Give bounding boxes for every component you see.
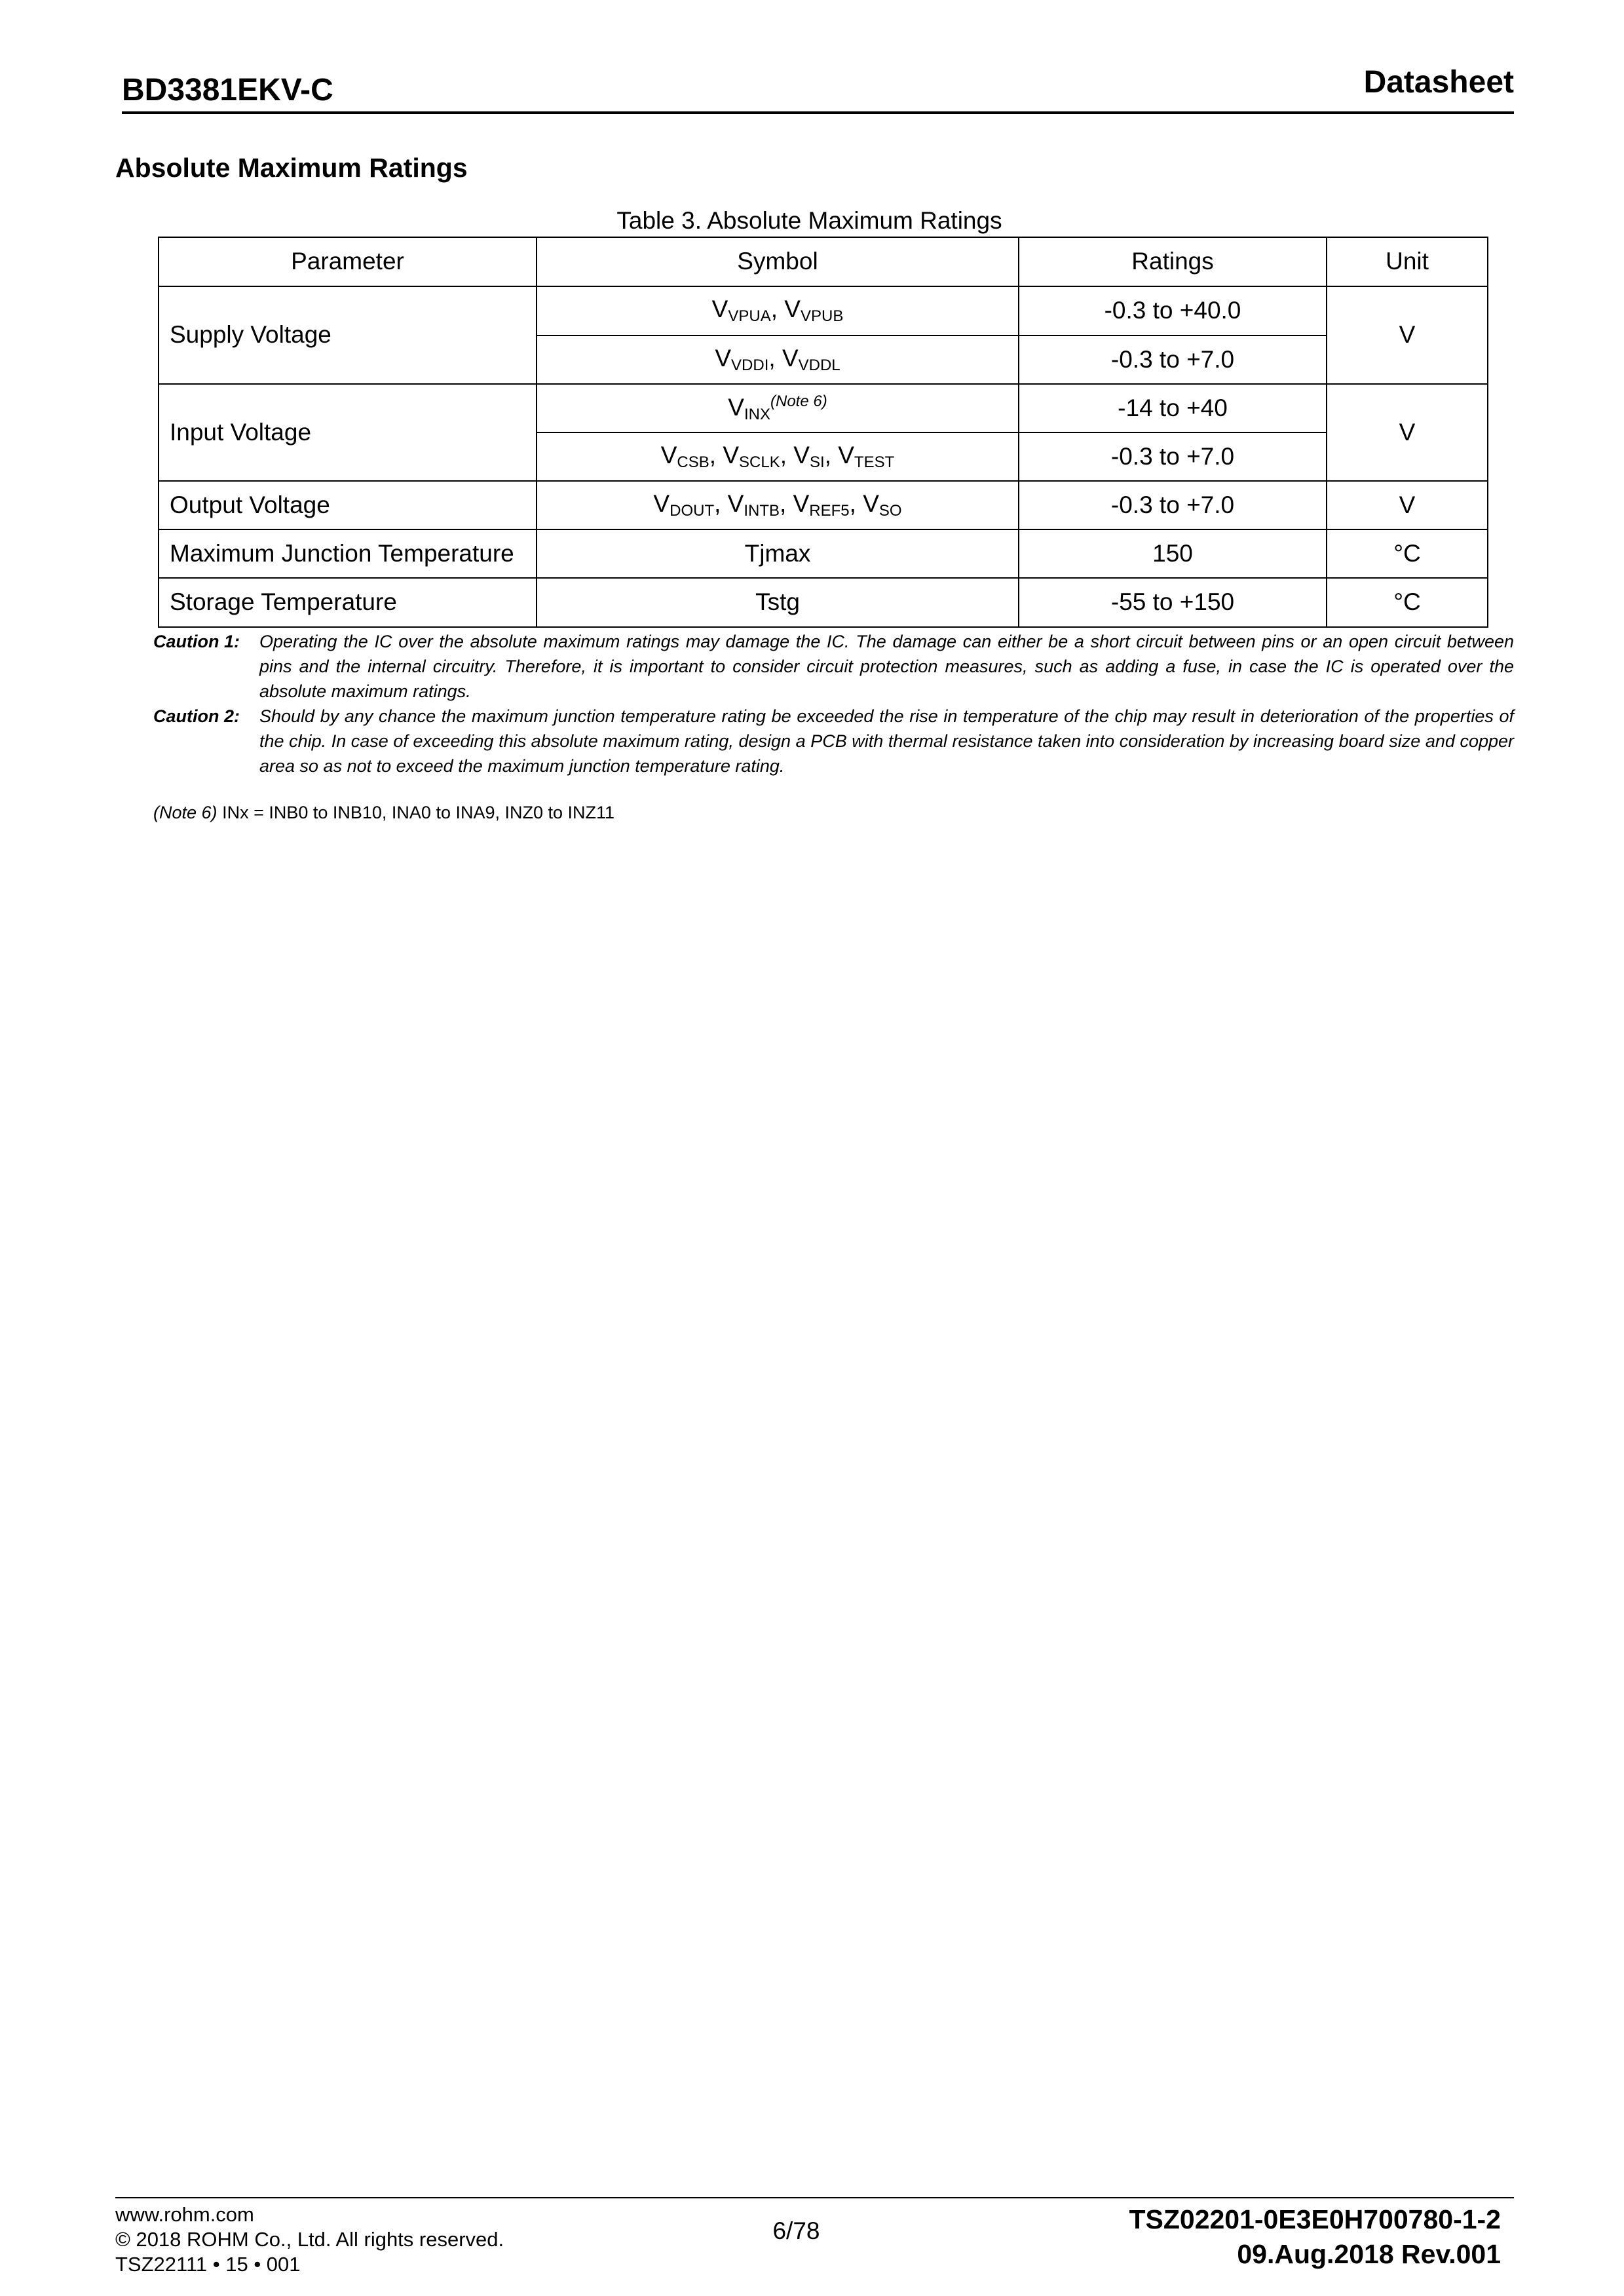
table-caption: Table 3. Absolute Maximum Ratings — [616, 207, 1002, 234]
table-header-row — [159, 237, 1488, 286]
rating-cell: -0.3 to +40.0 — [1019, 286, 1327, 335]
symbol-cell: $V_{INX}^{(Note 6)}$ — [537, 384, 1019, 432]
header-divider — [122, 111, 1514, 114]
symbol-cell: $V_{VPUA}$, $V_{VPUB}$ — [537, 286, 1019, 335]
unit-cell: V — [1327, 384, 1488, 481]
footnote — [153, 803, 614, 823]
param-supply-voltage: Supply Voltage — [159, 286, 537, 384]
table-row — [159, 578, 1488, 627]
param-output-voltage: Output Voltage — [159, 481, 537, 529]
unit-cell: V — [1327, 286, 1488, 384]
header-unit: Unit — [1327, 237, 1488, 286]
note-reference: (Note 6) — [770, 392, 827, 410]
unit-cell: °C — [1327, 529, 1488, 578]
unit-cell: V — [1327, 481, 1488, 529]
cautions — [153, 629, 1514, 778]
symbol-cell: $V_{CSB}$, $V_{SCLK}$, $V_{SI}$, $V_{TEST}$ — [537, 432, 1019, 481]
copyright: © 2018 ROHM Co., Ltd. All rights reserved. — [115, 2228, 504, 2251]
rating-cell: -0.3 to +7.0 — [1019, 432, 1327, 481]
param-input-voltage: Input Voltage — [159, 384, 537, 481]
symbol-cell: $V_{VDDI}$, $V_{VDDL}$ — [537, 335, 1019, 384]
symbol-cell: Tstg — [537, 578, 1019, 627]
caution-text: Should by any chance the maximum junction temperature rating be exceeded the rise in temperature of the chip may result in deterioration of the properties of the chip. In case of exceeding this absolute maximum rating, design a PCB with thermal resistance taken into consideration by increasing board size and copper area so as not to exceed the maximum junction temperature rating. — [259, 706, 1514, 776]
document-number: TSZ02201-0E3E0H700780-1-2 — [1129, 2204, 1501, 2234]
symbol-cell: $V_{DOUT}$, $V_{INTB}$, $V_{REF5}$, $V_{SO}$ — [537, 481, 1019, 529]
footer-divider — [115, 2197, 1514, 2198]
footer-code: TSZ22111 • 15 • 001 — [115, 2253, 301, 2276]
param-max-junction-temperature: Maximum Junction Temperature — [159, 529, 537, 578]
header-ratings: Ratings — [1019, 237, 1327, 286]
table-row — [159, 481, 1488, 529]
header-symbol: Symbol — [537, 237, 1019, 286]
footer-right — [1129, 2202, 1501, 2272]
rating-cell: 150 — [1019, 529, 1327, 578]
date-revision: 09.Aug.2018 Rev.001 — [1237, 2239, 1501, 2269]
absolute-maximum-ratings-table — [158, 237, 1488, 628]
caution-1 — [153, 629, 1514, 704]
symbol-cell: Tjmax — [537, 529, 1019, 578]
table-row — [159, 529, 1488, 578]
rating-cell: -55 to +150 — [1019, 578, 1327, 627]
table-row — [159, 286, 1488, 335]
note-text: INx = INB0 to INB10, INA0 to INA9, INZ0 to INZ11 — [222, 803, 615, 822]
rating-cell: -0.3 to +7.0 — [1019, 335, 1327, 384]
caution-label: Caution 2: — [153, 706, 240, 726]
page-number: 6/78 — [772, 2217, 820, 2244]
table-caption-wrap — [0, 207, 1624, 235]
rating-cell: -14 to +40 — [1019, 384, 1327, 432]
note-label: (Note 6) — [153, 803, 217, 822]
website-link[interactable]: www.rohm.com — [115, 2203, 254, 2226]
rating-cell: -0.3 to +7.0 — [1019, 481, 1327, 529]
caution-2 — [153, 704, 1514, 778]
header-parameter: Parameter — [159, 237, 537, 286]
param-storage-temperature: Storage Temperature — [159, 578, 537, 627]
caution-label: Caution 1: — [153, 632, 240, 651]
section-title: Absolute Maximum Ratings — [115, 153, 468, 183]
unit-cell: °C — [1327, 578, 1488, 627]
table-row — [159, 384, 1488, 432]
part-number: BD3381EKV-C — [122, 73, 333, 107]
document-type: Datasheet — [1363, 65, 1514, 100]
caution-text: Operating the IC over the absolute maximum ratings may damage the IC. The damage can either be a short circuit between pins or an open circuit between pins and the internal circuitry. Therefore, it is important to consider circuit protection measures, such as adding a fuse, in case the IC is operated over the absolute maximum ratings. — [259, 632, 1514, 701]
